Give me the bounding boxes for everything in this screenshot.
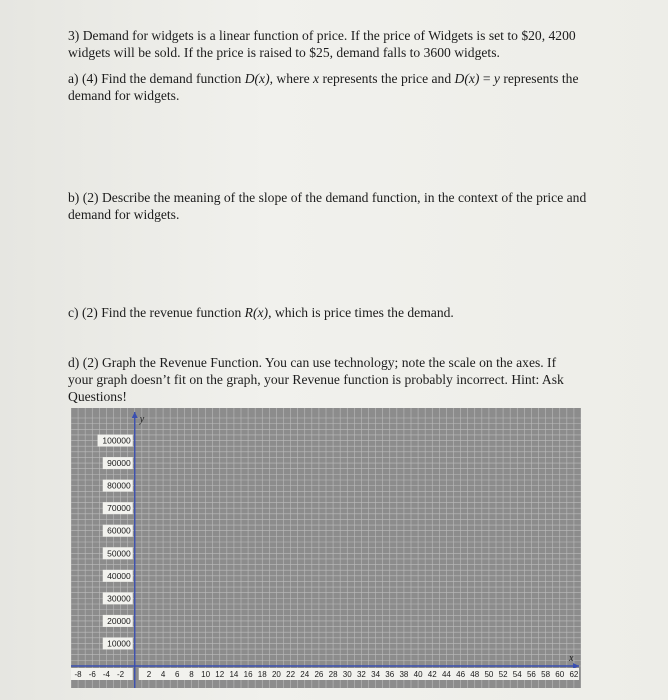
part-a-text: = <box>479 71 494 86</box>
part-a-question-line-2: demand for widgets. <box>68 88 180 103</box>
x-tick-label: 18 <box>257 670 267 679</box>
y-tick-label: 60000 <box>107 525 131 536</box>
x-tick-label: 58 <box>541 670 551 679</box>
x-axis-tick-labels <box>71 668 579 680</box>
x-tick-label: 8 <box>189 670 194 679</box>
revenue-graph-grid[interactable] <box>71 408 581 688</box>
part-a-question-line-1 <box>68 70 578 87</box>
x-tick-label: 60 <box>555 670 565 679</box>
x-tick-label: 36 <box>385 670 395 679</box>
x-tick-label: 26 <box>314 670 324 679</box>
y-tick-label: 50000 <box>107 548 131 559</box>
y-tick-label: 20000 <box>107 615 131 626</box>
y-tick-label: 90000 <box>107 458 131 469</box>
demand-variable: y <box>493 71 500 86</box>
x-tick-label: 12 <box>215 670 225 679</box>
x-tick-label: 56 <box>526 670 536 679</box>
x-tick-label: 46 <box>456 670 466 679</box>
x-tick-label: -2 <box>117 670 125 679</box>
x-tick-label: 54 <box>512 670 522 679</box>
x-tick-label: 50 <box>484 670 494 679</box>
y-tick-label: 40000 <box>107 570 131 581</box>
x-tick-label: 30 <box>342 670 352 679</box>
x-tick-label: 10 <box>201 670 211 679</box>
y-axis-label: y <box>139 414 145 425</box>
x-tick-label: 2 <box>146 670 152 679</box>
part-d-question-line-1: d) (2) Graph the Revenue Function. You can use technology; note the scale on the axes. If <box>68 355 557 370</box>
problem-statement-line-1: 3) Demand for widgets is a linear function of price. If the price of Widgets is set to $20, 4200 <box>68 28 576 43</box>
x-tick-label: -4 <box>102 670 110 679</box>
part-c-text: c) (2) Find the revenue function <box>68 305 245 320</box>
x-tick-label: 24 <box>300 670 310 679</box>
x-tick-label: 34 <box>371 670 381 679</box>
y-tick-label: 30000 <box>107 593 131 604</box>
x-tick-label: 16 <box>243 670 253 679</box>
x-tick-label: 38 <box>399 670 409 679</box>
y-tick-label: 80000 <box>107 480 131 491</box>
part-c-text: , which is price times the demand. <box>268 305 454 320</box>
part-a-text: represents the price and <box>319 71 455 86</box>
x-tick-label: 42 <box>427 670 437 679</box>
x-tick-label: 4 <box>160 670 166 679</box>
x-tick-label: 20 <box>271 670 281 679</box>
demand-function-symbol: D(x) <box>244 71 270 86</box>
demand-function-symbol: D(x) <box>454 71 480 86</box>
x-tick-label: 14 <box>229 670 239 679</box>
graph-canvas[interactable] <box>71 408 581 688</box>
x-tick-label: 40 <box>413 670 423 679</box>
x-axis-label: x <box>569 653 574 664</box>
y-tick-label: 10000 <box>107 638 131 649</box>
y-tick-label: 100000 <box>102 435 131 446</box>
x-tick-label: -6 <box>88 670 96 679</box>
problem-statement-line-2: widgets will be sold. If the price is raised to $25, demand falls to 3600 widgets. <box>68 45 500 60</box>
x-tick-label: 32 <box>356 670 366 679</box>
part-d-question-line-2: your graph doesn’t fit on the graph, your Revenue function is probably incorrect. Hint: Ask <box>68 372 564 387</box>
part-a-text: represents the <box>499 71 579 86</box>
x-tick-label: -8 <box>74 670 82 679</box>
part-d-question-line-3: Questions! <box>68 389 127 404</box>
x-tick-label: 52 <box>498 670 508 679</box>
y-tick-label: 70000 <box>107 503 131 514</box>
x-tick-label: 22 <box>286 670 296 679</box>
part-a-text: a) (4) Find the demand function <box>68 71 245 86</box>
part-b-question-line-1: b) (2) Describe the meaning of the slope of the demand function, in the context of the price and <box>68 190 587 205</box>
x-tick-label: 44 <box>441 670 451 679</box>
x-tick-label: 28 <box>328 670 338 679</box>
price-variable: x <box>313 71 320 86</box>
part-a-text: , where <box>269 71 313 86</box>
x-tick-label: 6 <box>175 670 180 679</box>
x-tick-label: 48 <box>470 670 480 679</box>
revenue-function-symbol: R(x) <box>244 305 269 320</box>
part-b-question-line-2: demand for widgets. <box>68 207 180 222</box>
x-tick-label: 62 <box>569 670 579 679</box>
part-c-question <box>68 304 454 321</box>
